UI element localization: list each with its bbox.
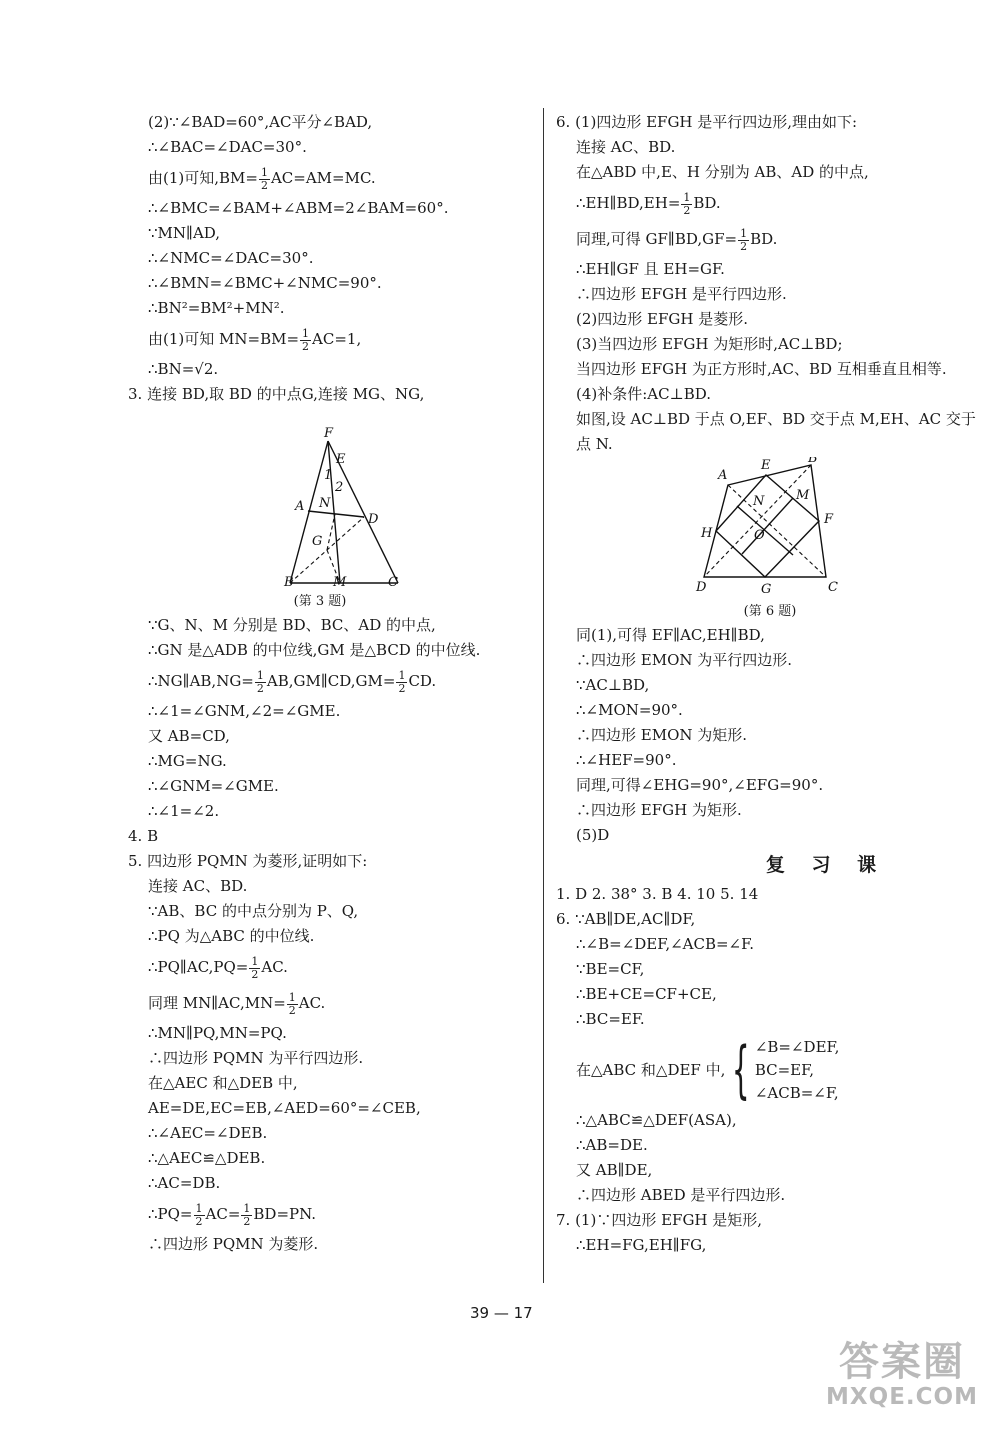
text-segment: BD.	[750, 230, 778, 248]
text-line: ∴EH∥GF 且 EH=GF.	[576, 260, 725, 278]
fraction-denominator: 2	[740, 239, 748, 253]
text-segment: AC.	[298, 994, 326, 1012]
text-line: ∴∠1=∠GNM,∠2=∠GME.	[148, 702, 341, 720]
text-line: ∴GN 是△ADB 的中位线,GM 是△BCD 的中位线.	[148, 641, 481, 659]
left-lines-part1	[128, 110, 528, 407]
text-line: 又 AB∥DE,	[576, 1161, 653, 1179]
fraction	[300, 328, 311, 353]
label-1: 1	[324, 468, 333, 483]
fraction-numerator: 1	[683, 190, 691, 204]
text-line: ∴∠BMC=∠BAM+∠ABM=2∠BAM=60°.	[148, 199, 449, 217]
text-line: 在△AEC 和△DEB 中,	[148, 1074, 298, 1092]
label-B: B	[284, 575, 294, 587]
fraction-numerator: 1	[256, 668, 264, 682]
text-line: 6. ∵AB∥DE,AC∥DF,	[556, 910, 696, 928]
text-line	[128, 949, 528, 985]
text-segment: AC=	[205, 1205, 241, 1223]
label-C: C	[828, 580, 838, 595]
text-segment: AC=1,	[312, 330, 362, 348]
label-B: B	[808, 457, 818, 466]
text-segment: ∴PQ=	[148, 1205, 193, 1223]
watermark-bottom: MXQE.COM	[826, 1384, 978, 1410]
label-A: A	[718, 468, 728, 483]
fraction-numerator: 1	[195, 1201, 203, 1215]
right-lines-part3	[556, 882, 976, 1032]
label-2: 2	[335, 480, 344, 495]
text-line: 连接 AC、BD.	[148, 877, 248, 895]
text-segment: BD.	[693, 194, 721, 212]
text-segment: 由(1)可知,BM=	[148, 169, 258, 187]
text-line	[128, 160, 528, 196]
right-lines-part1	[556, 110, 976, 457]
text-line: ∴四边形 PQMN 为平行四边形.	[148, 1049, 364, 1067]
text-line: ∴四边形 EFGH 为矩形.	[576, 801, 742, 819]
fraction	[738, 228, 749, 253]
fraction	[259, 167, 270, 192]
fraction	[287, 992, 298, 1017]
label-E: E	[761, 458, 771, 473]
text-segment: AC=AM=MC.	[270, 169, 376, 187]
fraction	[249, 956, 260, 981]
text-line: ∴四边形 ABED 是平行四边形.	[576, 1186, 786, 1204]
text-line: 4. B	[128, 827, 159, 845]
label-E: E	[336, 452, 346, 467]
system-lines	[755, 1036, 840, 1105]
text-line: ∴BN=√2.	[148, 360, 219, 378]
fraction-denominator: 2	[302, 339, 310, 353]
fraction-numerator: 1	[260, 165, 268, 179]
text-line: ∵G、N、M 分别是 BD、BC、AD 的中点,	[148, 616, 436, 634]
fraction-denominator: 2	[256, 681, 264, 695]
text-segment: ∴PQ∥AC,PQ=	[148, 958, 249, 976]
text-line: ∴∠BAC=∠DAC=30°.	[148, 138, 307, 156]
text-line: ∴∠BMN=∠BMC+∠NMC=90°.	[148, 274, 382, 292]
text-line: ∴四边形 EMON 为矩形.	[576, 726, 748, 744]
text-line: 在△ABD 中,E、H 分别为 AB、AD 的中点,	[576, 163, 869, 181]
system-line: ∠B=∠DEF,	[754, 1037, 840, 1056]
label-D: D	[696, 580, 707, 595]
text-line: ∴PQ 为△ABC 的中位线.	[148, 927, 315, 945]
text-line	[128, 985, 528, 1021]
left-lines-part2	[128, 613, 528, 1257]
text-line: ∴AC=DB.	[148, 1174, 221, 1192]
text-line: 6. (1)四边形 EFGH 是平行四边形,理由如下:	[556, 113, 858, 131]
fraction	[194, 1203, 205, 1228]
text-line: 同(1),可得 EF∥AC,EH∥BD,	[576, 626, 765, 644]
label-G: G	[312, 534, 323, 549]
text-line: 同理,可得∠EHG=90°,∠EFG=90°.	[576, 776, 824, 794]
fraction	[255, 670, 266, 695]
text-line: ∴∠1=∠2.	[148, 802, 220, 820]
text-segment: CD.	[408, 672, 437, 690]
fraction	[681, 192, 692, 217]
text-line: 5. 四边形 PQMN 为菱形,证明如下:	[128, 852, 368, 870]
column-divider	[543, 108, 544, 1283]
right-lines-part2	[556, 623, 976, 848]
text-line: 7. (1)∵四边形 EFGH 是矩形,	[556, 1211, 763, 1229]
fraction-denominator: 2	[195, 1214, 203, 1228]
page-number: 39 — 17	[470, 1304, 533, 1322]
label-G: G	[761, 582, 772, 597]
figure-problem-6	[556, 457, 976, 601]
fraction-numerator: 1	[398, 668, 406, 682]
text-line: 又 AB=CD,	[148, 727, 230, 745]
text-line: ∴EH=FG,EH∥FG,	[576, 1236, 707, 1254]
text-line: (4)补条件:AC⊥BD.	[576, 385, 712, 403]
text-line: (3)当四边形 EFGH 为矩形时,AC⊥BD;	[576, 335, 843, 353]
right-lines-part4	[556, 1108, 976, 1258]
fraction-denominator: 2	[398, 681, 406, 695]
fraction	[241, 1203, 252, 1228]
text-line	[556, 185, 976, 221]
text-line: 点 N.	[576, 435, 613, 453]
left-brace: {	[732, 1033, 750, 1106]
label-O: O	[754, 528, 765, 543]
text-line	[556, 221, 976, 257]
fraction-numerator: 1	[251, 954, 259, 968]
fraction-denominator: 2	[683, 203, 691, 217]
system-intro: 在△ABC 和△DEF 中,	[576, 1060, 726, 1079]
section-heading-review: 复 习 课	[765, 854, 887, 876]
text-line: 连接 AC、BD.	[576, 138, 676, 156]
fraction-denominator: 2	[243, 1214, 251, 1228]
text-line: ∴∠MON=90°.	[576, 701, 683, 719]
text-line: 如图,设 AC⊥BD 于点 O,EF、BD 交于点 M,EH、AC 交于	[576, 410, 976, 428]
text-line: ∴BN²=BM²+MN².	[148, 299, 285, 317]
figure-problem-3	[128, 407, 528, 591]
text-line: ∴BC=EF.	[576, 1010, 645, 1028]
text-line: (2)∵∠BAD=60°,AC平分∠BAD,	[148, 113, 373, 131]
text-line	[128, 321, 528, 357]
figure-3-caption: (第 3 题)	[293, 594, 347, 609]
fraction-denominator: 2	[260, 178, 268, 192]
label-N: N	[753, 494, 765, 509]
triangle-diagram	[128, 407, 528, 587]
text-segment: 同理 MN∥AC,MN=	[148, 994, 286, 1012]
right-column	[556, 110, 976, 1258]
system-line: BC=EF,	[754, 1060, 814, 1079]
fraction-denominator: 2	[251, 967, 259, 981]
text-line: 3. 连接 BD,取 BD 的中点G,连接 MG、NG,	[128, 385, 425, 403]
text-line: ∴MN∥PQ,MN=PQ.	[148, 1024, 287, 1042]
text-segment: AB,GM∥CD,GM=	[266, 672, 396, 690]
left-column	[128, 110, 528, 1257]
label-F: F	[324, 426, 334, 441]
text-line: ∵AC⊥BD,	[576, 676, 650, 694]
fraction-numerator: 1	[302, 326, 310, 340]
text-line: (5)D	[576, 826, 610, 844]
text-line: ∴四边形 PQMN 为菱形.	[148, 1235, 319, 1253]
text-segment: ∴NG∥AB,NG=	[148, 672, 254, 690]
system-line: ∠ACB=∠F,	[754, 1083, 839, 1102]
text-line: ∴∠B=∠DEF,∠ACB=∠F.	[576, 935, 754, 953]
text-line: 当四边形 EFGH 为正方形时,AC、BD 互相垂直且相等.	[576, 360, 947, 378]
fraction-numerator: 1	[243, 1201, 251, 1215]
watermark-top: 答案圈	[839, 1339, 965, 1385]
text-line	[128, 1196, 528, 1232]
figure-6-caption: (第 6 题)	[743, 604, 797, 619]
label-M: M	[796, 488, 810, 503]
text-segment: ∴EH∥BD,EH=	[576, 194, 681, 212]
text-line: ∴四边形 EMON 为平行四边形.	[576, 651, 793, 669]
text-line: ∵BE=CF,	[576, 960, 645, 978]
text-line: ∵MN∥AD,	[148, 224, 221, 242]
text-line: AE=DE,EC=EB,∠AED=60°=∠CEB,	[148, 1099, 421, 1117]
text-line	[128, 663, 528, 699]
text-line: ∴∠GNM=∠GME.	[148, 777, 279, 795]
fraction-denominator: 2	[288, 1003, 296, 1017]
text-line: ∴△ABC≌△DEF(ASA),	[576, 1111, 737, 1129]
text-line: 1. D 2. 38° 3. B 4. 10 5. 14	[556, 885, 759, 903]
text-segment: AC.	[261, 958, 288, 976]
text-line: ∴BE+CE=CF+CE,	[576, 985, 717, 1003]
text-line: ∴△AEC≌△DEB.	[148, 1149, 266, 1167]
text-line: ∴MG=NG.	[148, 752, 227, 770]
text-segment: 由(1)可知 MN=BM=	[148, 330, 300, 348]
label-H: H	[701, 526, 713, 541]
text-segment: 同理,可得 GF∥BD,GF=	[576, 230, 738, 248]
fraction	[396, 670, 407, 695]
fraction-numerator: 1	[740, 226, 748, 240]
label-A: A	[295, 499, 305, 514]
text-line: ∴∠NMC=∠DAC=30°.	[148, 249, 314, 267]
label-C: C	[388, 575, 398, 587]
label-N: N	[319, 496, 331, 511]
text-line: ∴四边形 EFGH 是平行四边形.	[576, 285, 787, 303]
quadrilateral-diagram	[556, 457, 976, 597]
text-line: ∴∠HEF=90°.	[576, 751, 677, 769]
text-line: ∵AB、BC 的中点分别为 P、Q,	[148, 902, 359, 920]
text-segment: BD=PN.	[253, 1205, 317, 1223]
text-line: (2)四边形 EFGH 是菱形.	[576, 310, 748, 328]
text-line: ∴AB=DE.	[576, 1136, 648, 1154]
fraction-numerator: 1	[288, 990, 296, 1004]
label-F: F	[824, 512, 834, 527]
label-M: M	[333, 575, 347, 587]
watermark-logo	[812, 1340, 992, 1410]
label-D: D	[368, 512, 379, 527]
equation-system	[556, 1032, 976, 1108]
text-line: ∴∠AEC=∠DEB.	[148, 1124, 268, 1142]
